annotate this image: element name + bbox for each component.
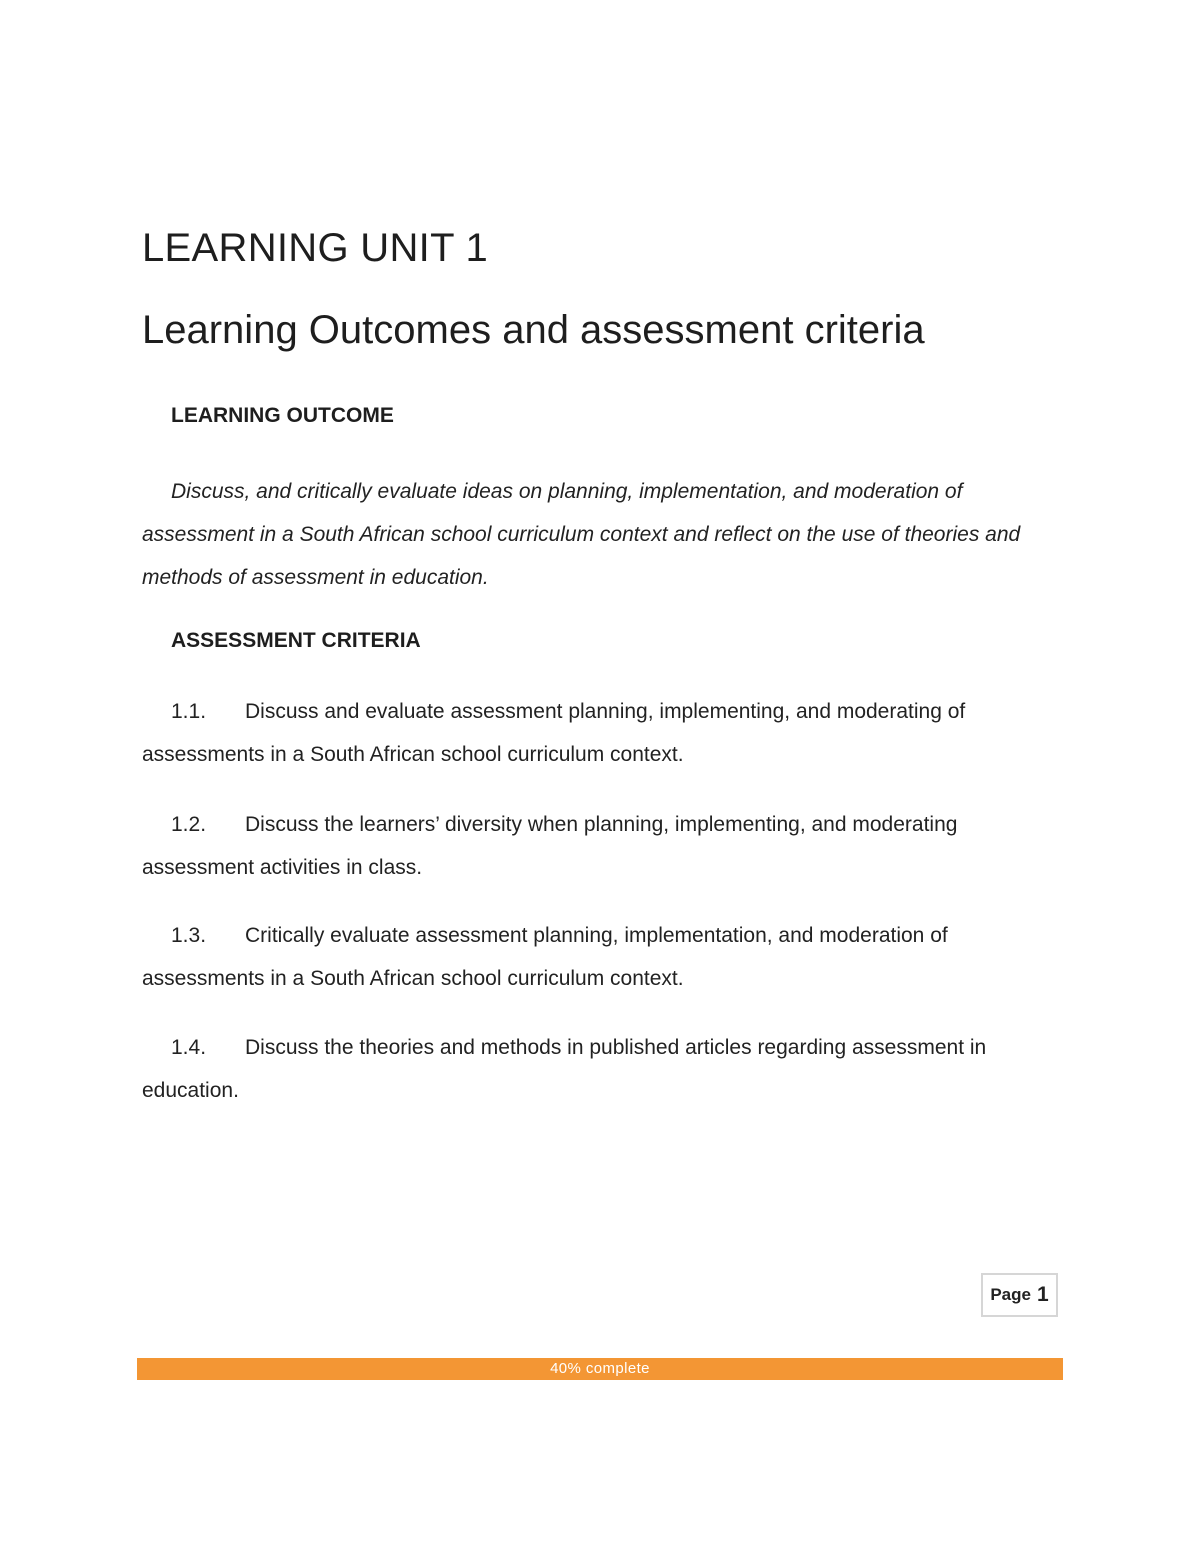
assessment-criteria-heading: ASSESSMENT CRITERIA	[171, 629, 421, 652]
criterion-item	[142, 690, 1067, 776]
criterion-text: Discuss the theories and methods in published articles regarding assessment in education.	[142, 1036, 987, 1102]
criterion-number: 1.3.	[171, 924, 207, 947]
page-number-badge	[981, 1273, 1058, 1317]
criterion-number: 1.2.	[171, 813, 207, 836]
progress-bar	[137, 1358, 1063, 1380]
unit-title: LEARNING UNIT 1	[142, 226, 489, 270]
section-title: Learning Outcomes and assessment criteria	[142, 308, 925, 352]
learning-outcome-text: Discuss, and critically evaluate ideas on planning, implementation, and moderation of assessment in a South African school curriculum context and reflect on the use of theories and methods of assessment in education.	[142, 480, 1021, 589]
criterion-text: Discuss the learners’ diversity when planning, implementing, and moderating assessment activities in class.	[142, 813, 958, 879]
learning-outcome-heading: LEARNING OUTCOME	[171, 404, 394, 427]
criterion-item	[142, 803, 1067, 889]
page-number: 1	[1036, 1283, 1049, 1306]
criterion-number: 1.1.	[171, 700, 207, 723]
page-label: Page	[990, 1285, 1031, 1304]
progress-label: 40% complete	[550, 1360, 650, 1377]
criterion-text: Critically evaluate assessment planning, implementation, and moderation of assessments in a South African school curriculum context.	[142, 924, 948, 990]
criterion-number: 1.4.	[171, 1036, 207, 1059]
criterion-text: Discuss and evaluate assessment planning, implementing, and moderating of assessments in a South African school curriculum context.	[142, 700, 966, 766]
criterion-item	[142, 914, 1067, 1000]
criterion-item	[142, 1026, 1067, 1112]
